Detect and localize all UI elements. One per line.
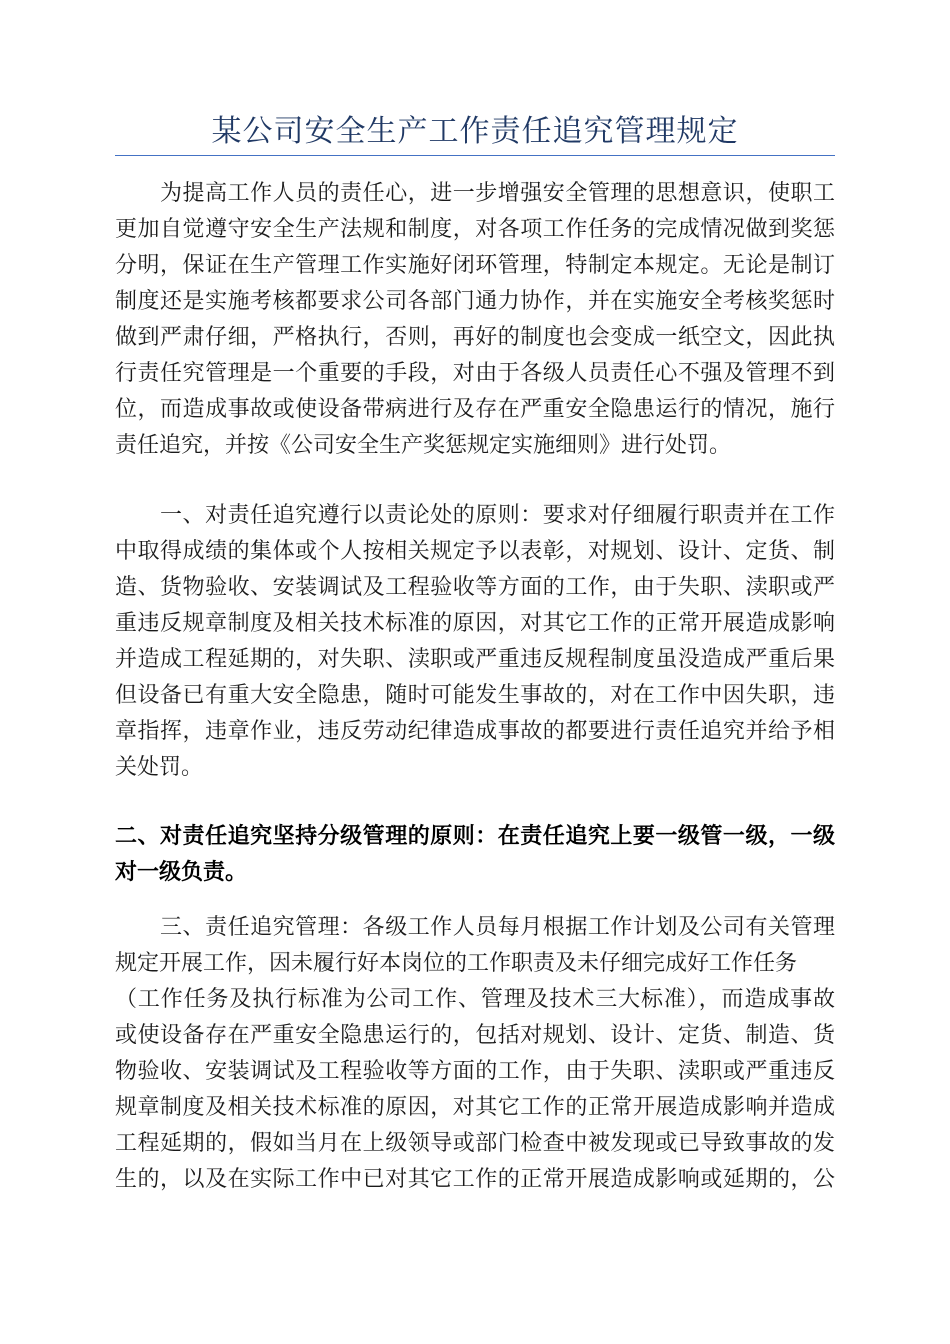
paragraph-line: 二、对责任追究坚持分级管理的原则：在责任追究上要一级管一级，一级 — [115, 823, 835, 849]
paragraph-line: 章指挥，违章作业，违反劳动纪律造成事故的都要进行责任追究并给予相 — [115, 719, 835, 744]
paragraph-section-1 — [115, 498, 835, 786]
document-title: 某公司安全生产工作责任追究管理规定 — [211, 114, 739, 149]
paragraph-line: 对一级负责。 — [115, 859, 248, 885]
paragraph-line: 重违反规章制度及相关技术标准的原因，对其它工作的正常开展造成影响 — [115, 611, 835, 636]
paragraph-line: （工作任务及执行标准为公司工作、管理及技术三大标准），而造成事故 — [115, 987, 835, 1012]
paragraph-line: 生的，以及在实际工作中已对其它工作的正常开展造成影响或延期的，公 — [115, 1167, 835, 1192]
paragraph-line: 关处罚。 — [115, 755, 204, 780]
paragraph-line: 三、责任追究管理：各级工作人员每月根据工作计划及公司有关管理 — [115, 915, 835, 940]
paragraph-line: 中取得成绩的集体或个人按相关规定予以表彰，对规划、设计、定货、制 — [115, 539, 835, 564]
title-underline — [115, 155, 835, 156]
paragraph-line: 责任追究，并按《公司安全生产奖惩规定实施细则》进行处罚。 — [115, 433, 732, 458]
paragraph-intro — [115, 176, 835, 464]
paragraph-line: 做到严肃仔细，严格执行，否则，再好的制度也会变成一纸空文，因此执 — [115, 325, 835, 350]
paragraph-line: 并造成工程延期的，对失职、渎职或严重违反规程制度虽没造成严重后果 — [115, 647, 835, 672]
paragraph-line: 规定开展工作，因未履行好本岗位的工作职责及未仔细完成好工作任务 — [115, 951, 798, 976]
paragraph-section-2 — [115, 818, 835, 890]
paragraph-line: 行责任究管理是一个重要的手段，对由于各级人员责任心不强及管理不到 — [115, 361, 835, 386]
paragraph-line: 造、货物验收、安装调试及工程验收等方面的工作，由于失职、渎职或严 — [115, 575, 835, 600]
paragraph-line: 为提高工作人员的责任心，进一步增强安全管理的思想意识，使职工 — [115, 181, 835, 206]
paragraph-section-3 — [115, 910, 835, 1198]
paragraph-line: 但设备已有重大安全隐患，随时可能发生事故的，对在工作中因失职，违 — [115, 683, 835, 708]
paragraph-line: 一、对责任追究遵行以责论处的原则：要求对仔细履行职责并在工作 — [115, 503, 835, 528]
paragraph-line: 更加自觉遵守安全生产法规和制度，对各项工作任务的完成情况做到奖惩 — [115, 217, 835, 242]
paragraph-line: 制度还是实施考核都要求公司各部门通力协作，并在实施安全考核奖惩时 — [115, 289, 835, 314]
paragraph-line: 物验收、安装调试及工程验收等方面的工作，由于失职、渎职或严重违反 — [115, 1059, 835, 1084]
paragraph-line: 工程延期的，假如当月在上级领导或部门检查中被发现或已导致事故的发 — [115, 1131, 835, 1156]
paragraph-line: 或使设备存在严重安全隐患运行的，包括对规划、设计、定货、制造、货 — [115, 1023, 835, 1048]
paragraph-line: 位，而造成事故或使设备带病进行及存在严重安全隐患运行的情况，施行 — [115, 397, 835, 422]
paragraph-line: 规章制度及相关技术标准的原因，对其它工作的正常开展造成影响并造成 — [115, 1095, 835, 1120]
paragraph-line: 分明，保证在生产管理工作实施好闭环管理，特制定本规定。无论是制订 — [115, 253, 835, 278]
